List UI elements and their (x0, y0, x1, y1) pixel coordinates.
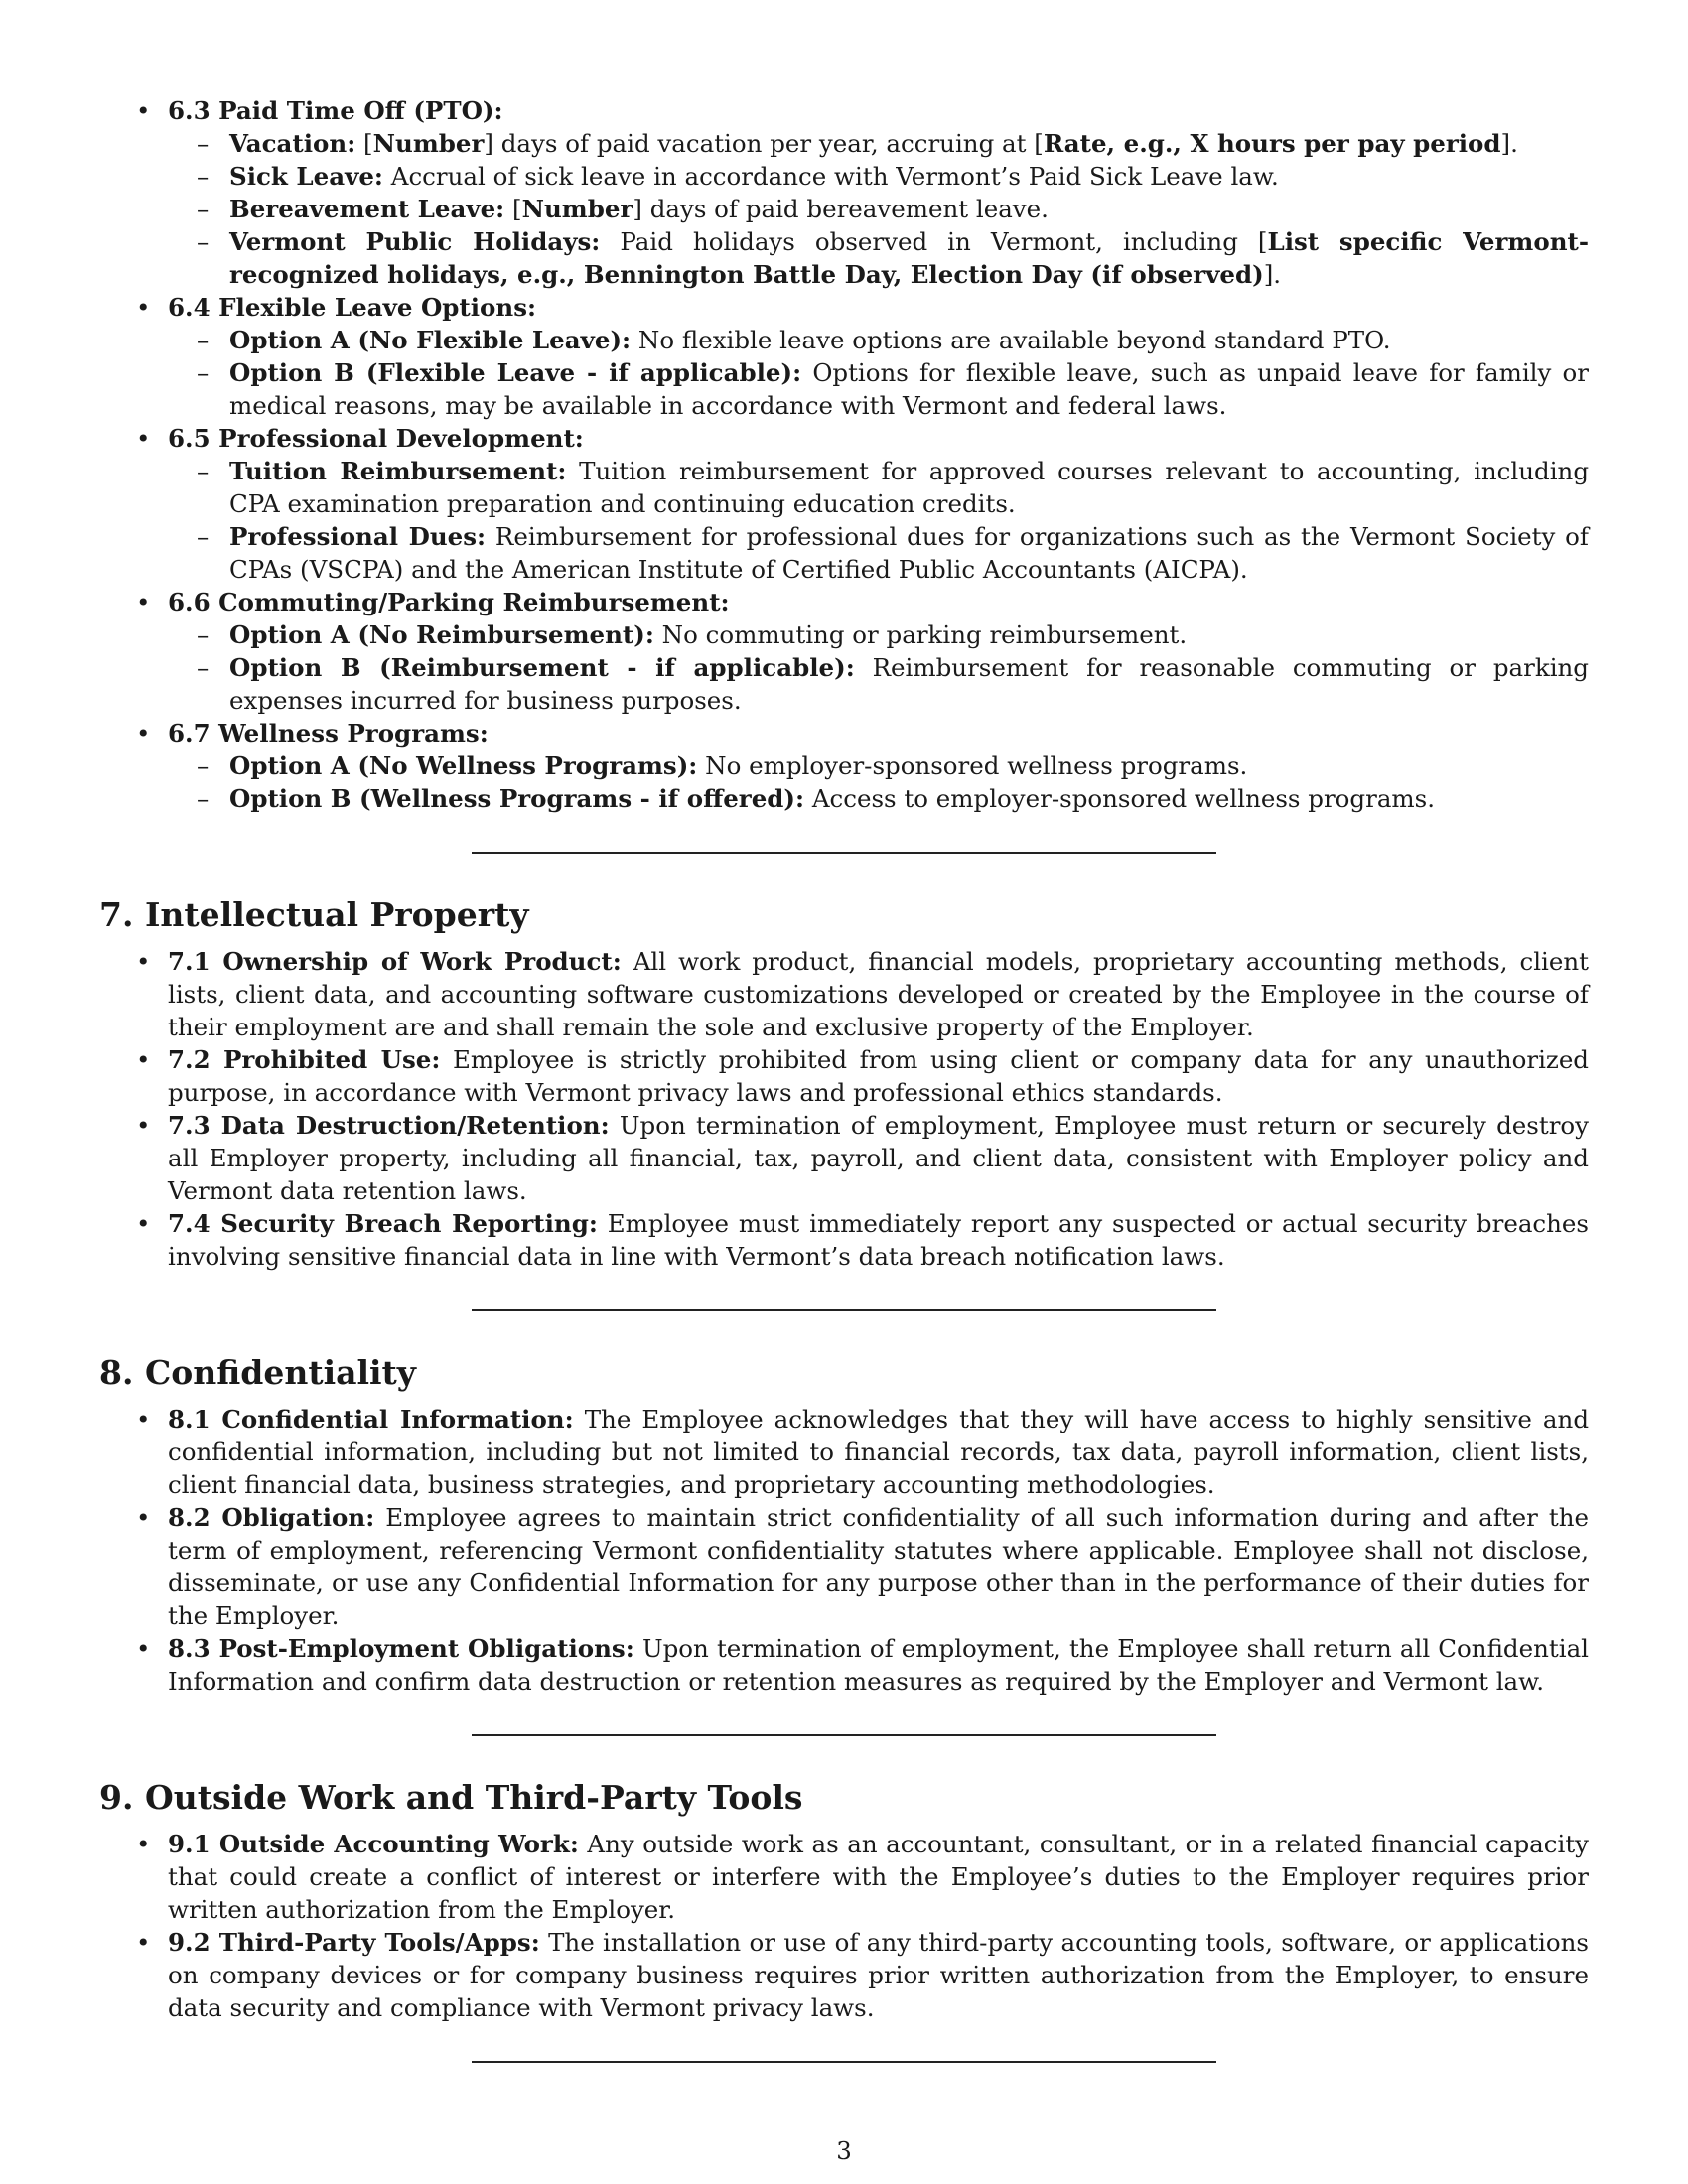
sub-item-text: Paid holidays observed in Vermont, including [ (600, 227, 1268, 256)
sub-item-text: Accrual of sick leave in accordance with Vermont’s Paid Sick Leave law. (382, 162, 1279, 191)
list-item-6-4 (99, 291, 1589, 422)
sub-item (168, 750, 1589, 782)
list-item-6-7 (99, 717, 1589, 815)
placeholder-text: Rate, e.g., X hours per pay period (1043, 129, 1501, 158)
sub-item-label: Professional Dues: (229, 522, 487, 551)
list-item (99, 1403, 1589, 1501)
item-text: The installation or use of any third-party accounting tools, software, or applications on company devices or for company business requires prior written authorization from the Employer, to ensure data security and compliance with Vermont privacy laws. (168, 1928, 1589, 2022)
sub-item (168, 651, 1589, 717)
item-title: 6.6 Commuting/Parking Reimbursement: (168, 588, 730, 616)
section-number: 8. (99, 1353, 134, 1392)
sub-item-label: Vacation: (229, 129, 356, 158)
sub-item-text: [ (355, 129, 373, 158)
sub-item-text: [ (504, 195, 522, 223)
placeholder-text: Number (521, 195, 633, 223)
item-text: Employee is strictly prohibited from using client or company data for any unauthorized purpose, in accordance with Vermont privacy laws and professional ethics standards. (168, 1045, 1589, 1107)
list-item-6-6 (99, 586, 1589, 717)
sub-item-text: Tuition reimbursement for approved courses relevant to accounting, including CPA examination preparation and continuing education credits. (229, 457, 1590, 518)
sub-item-vacation (168, 127, 1589, 160)
section-8-list (99, 1403, 1589, 1698)
section-divider (472, 1734, 1216, 1736)
sub-item-label: Option B (Wellness Programs - if offered): (229, 784, 805, 813)
section-9-list (99, 1828, 1589, 2024)
sub-item-label: Bereavement Leave: (229, 195, 505, 223)
sub-item-text: No flexible leave options are available beyond standard PTO. (631, 326, 1391, 354)
list-item (99, 1926, 1589, 2024)
item-title: 6.7 Wellness Programs: (168, 719, 489, 748)
section-7-list (99, 945, 1589, 1273)
placeholder-text: List specific Vermont-recognized holidays, e.g., Bennington Battle Day, Election Day (if observed) (229, 227, 1589, 289)
sub-item-text: ] days of paid bereavement leave. (633, 195, 1049, 223)
section-6-list (99, 94, 1589, 815)
sub-list (168, 324, 1589, 422)
item-label: 9.1 Outside Accounting Work: (168, 1830, 579, 1858)
sub-item-label: Vermont Public Holidays: (229, 227, 601, 256)
sub-item-label: Option B (Flexible Leave - if applicable): (229, 358, 802, 387)
list-item-6-3 (99, 94, 1589, 291)
item-title: 6.5 Professional Development: (168, 424, 584, 453)
list-item (99, 1207, 1589, 1273)
item-text: Employee agrees to maintain strict confidentiality of all such information during and after the term of employment, referencing Vermont confidentiality statutes where applicable. Employee shall not disclose, disseminate, or use any Confidential Information for any purpose other than in the performance of their duties for the Employer. (168, 1503, 1589, 1630)
item-label: 7.3 Data Destruction/Retention: (168, 1111, 610, 1140)
sub-item-text: ]. (1500, 129, 1518, 158)
sub-item-label: Sick Leave: (229, 162, 383, 191)
section-divider (472, 2061, 1216, 2063)
section-divider (472, 852, 1216, 854)
list-item (99, 1501, 1589, 1632)
sub-item-text: No commuting or parking reimbursement. (653, 620, 1188, 649)
document-page (99, 94, 1589, 2063)
sub-item (168, 618, 1589, 651)
sub-list (168, 127, 1589, 291)
sub-item-label: Option B (Reimbursement - if applicable): (229, 653, 855, 682)
section-divider (472, 1309, 1216, 1311)
list-item-6-5 (99, 422, 1589, 586)
sub-item-text: Reimbursement for professional dues for organizations such as the Vermont Society of CPAs (VSCPA) and the American Institute of Certified Public Accountants (AICPA). (229, 522, 1589, 584)
sub-item-label: Option A (No Wellness Programs): (229, 751, 698, 780)
item-text: Upon termination of employment, Employee must return or securely destroy all Employer property, including all financial, tax, payroll, and client data, consistent with Employer policy and Vermont data retention laws. (168, 1111, 1589, 1205)
sub-item-text: ] days of paid vacation per year, accruing at [ (484, 129, 1044, 158)
item-label: 9.2 Third-Party Tools/Apps: (168, 1928, 540, 1957)
sub-item (168, 356, 1589, 422)
item-title: 6.3 Paid Time Off (PTO): (168, 96, 503, 125)
sub-list (168, 455, 1589, 586)
sub-item-holidays (168, 225, 1589, 291)
section-title: Confidentiality (145, 1353, 416, 1392)
sub-item-label: Option A (No Reimbursement): (229, 620, 654, 649)
sub-item-label: Tuition Reimbursement: (229, 457, 567, 485)
sub-item-text: Access to employer-sponsored wellness programs. (804, 784, 1436, 813)
sub-item-bereavement (168, 193, 1589, 225)
item-text: Employee must immediately report any suspected or actual security breaches involving sensitive financial data in line with Vermont’s data breach notification laws. (168, 1209, 1589, 1271)
section-title: Outside Work and Third-Party Tools (145, 1778, 803, 1817)
section-title: Intellectual Property (145, 895, 529, 934)
sub-item-text: Options for flexible leave, such as unpaid leave for family or medical reasons, may be available in accordance with Vermont and federal laws. (229, 358, 1589, 420)
placeholder-text: Number (372, 129, 485, 158)
sub-item (168, 455, 1589, 520)
sub-item-sick-leave (168, 160, 1589, 193)
section-number: 7. (99, 895, 134, 934)
section-number: 9. (99, 1778, 134, 1817)
item-label: 8.2 Obligation: (168, 1503, 375, 1532)
section-heading (99, 895, 1589, 935)
sub-item (168, 520, 1589, 586)
item-title: 6.4 Flexible Leave Options: (168, 293, 537, 322)
sub-item (168, 324, 1589, 356)
page-number: 3 (836, 2136, 852, 2165)
list-item (99, 1043, 1589, 1109)
item-text: Any outside work as an accountant, consultant, or in a related financial capacity that could create a conflict of interest or interfere with the Employee’s duties to the Employer requires prior written authorization from the Employer. (168, 1830, 1590, 1924)
sub-item-label: Option A (No Flexible Leave): (229, 326, 632, 354)
list-item (99, 1828, 1589, 1926)
list-item (99, 1109, 1589, 1207)
item-text: The Employee acknowledges that they will have access to highly sensitive and confidential information, including but not limited to financial records, tax data, payroll information, client lists, client financial data, business strategies, and proprietary accounting methodologies. (168, 1405, 1590, 1499)
item-label: 7.2 Prohibited Use: (168, 1045, 441, 1074)
section-heading (99, 1778, 1589, 1818)
item-label: 7.4 Security Breach Reporting: (168, 1209, 598, 1238)
sub-item-text: No employer-sponsored wellness programs. (697, 751, 1248, 780)
item-text: Upon termination of employment, the Employee shall return all Confidential Information and confirm data destruction or retention measures as required by the Employer and Vermont law. (168, 1634, 1590, 1696)
list-item (99, 945, 1589, 1043)
item-text: All work product, financial models, proprietary accounting methods, client lists, client data, and accounting software customizations developed or created by the Employee in the course of their employment are and shall remain the sole and exclusive property of the Employer. (168, 947, 1589, 1041)
section-heading (99, 1353, 1589, 1393)
sub-item-text: ]. (1263, 260, 1282, 289)
item-label: 8.3 Post-Employment Obligations: (168, 1634, 634, 1663)
item-label: 8.1 Confidential Information: (168, 1405, 574, 1433)
sub-list (168, 618, 1589, 717)
list-item (99, 1632, 1589, 1698)
item-label: 7.1 Ownership of Work Product: (168, 947, 622, 976)
sub-item (168, 782, 1589, 815)
sub-item-text: Reimbursement for reasonable commuting or parking expenses incurred for business purposes. (229, 653, 1589, 715)
sub-list (168, 750, 1589, 815)
